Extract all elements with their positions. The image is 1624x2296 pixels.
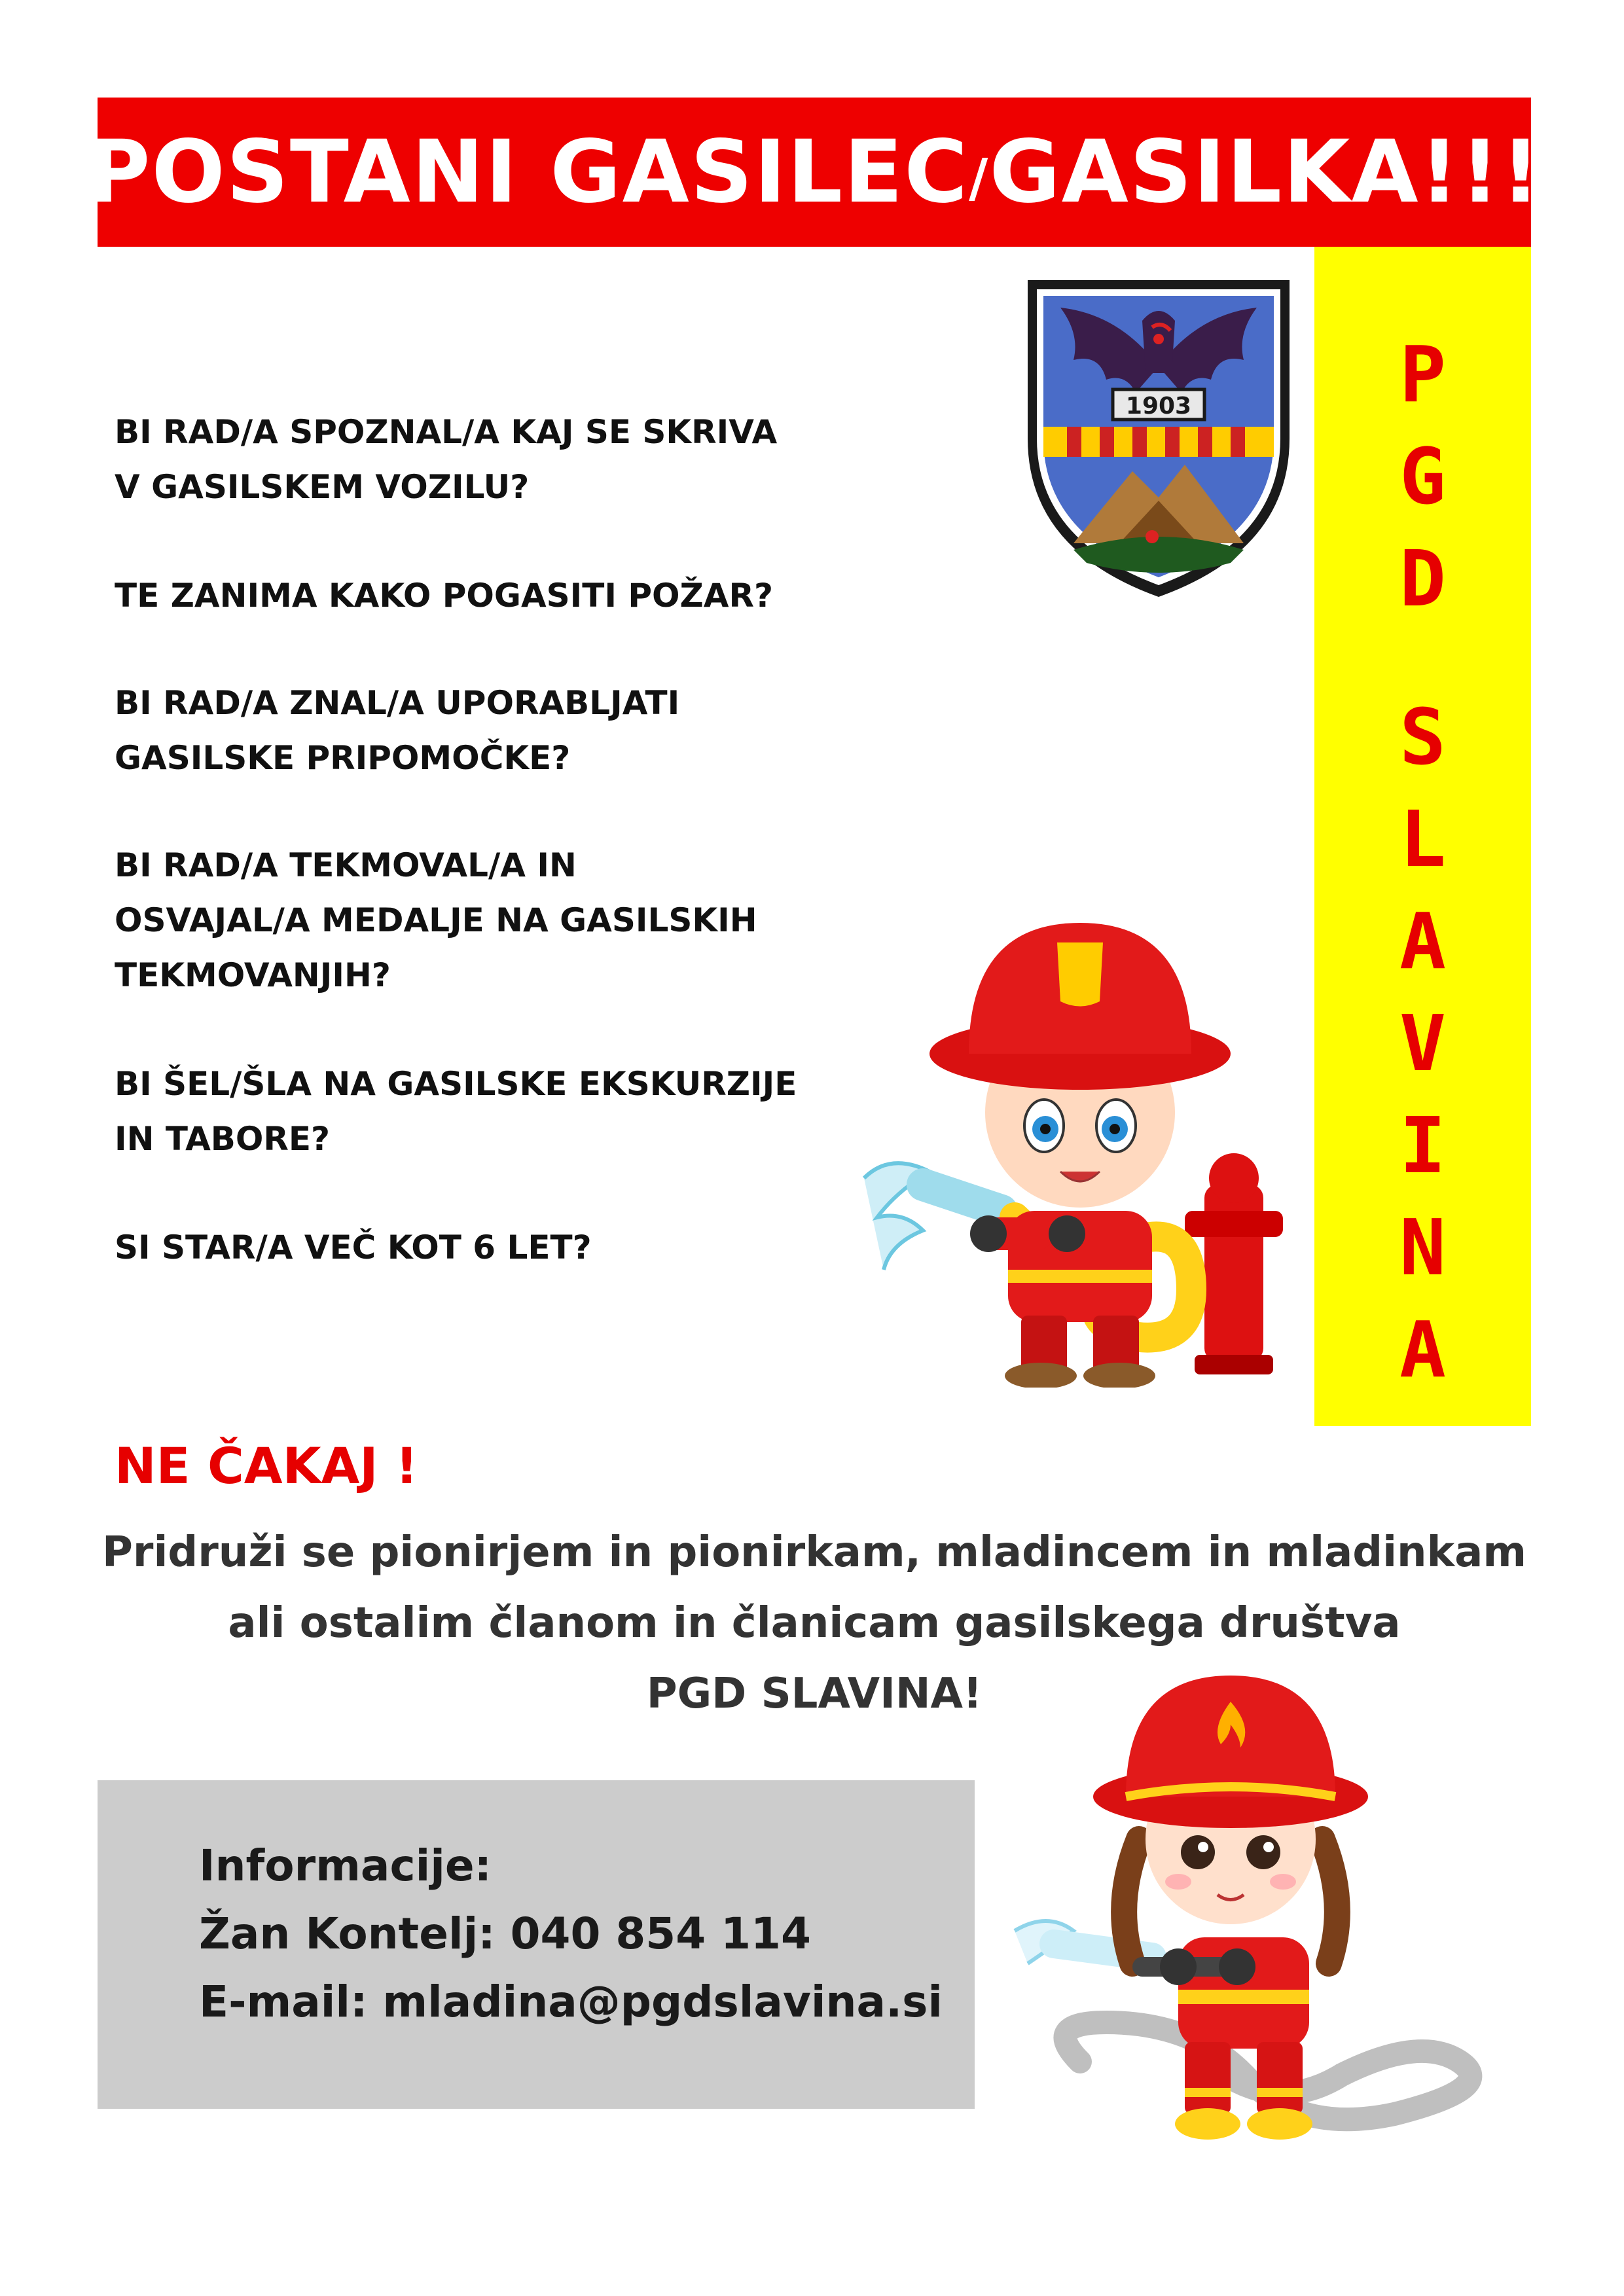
question-line: GASILSKE PRIPOMOČKE?: [115, 739, 571, 777]
side-letter: A: [1399, 1304, 1447, 1395]
info-heading: Informacije:: [199, 1840, 492, 1891]
info-box: [98, 1780, 975, 2109]
info-contact: Žan Kontelj: 040 854 114: [199, 1909, 811, 1959]
question-line: BI RAD/A TEKMOVAL/A IN: [115, 846, 577, 884]
cta-line: ali ostalim članom in članicam gasilskega društva: [228, 1599, 1401, 1647]
cta-line: Pridruži se pionirjem in pionirkam, mladincem in mladinkam: [101, 1528, 1527, 1577]
question-line: BI RAD/A SPOZNAL/A KAJ SE SKRIVA: [115, 413, 778, 451]
question-line: TEKMOVANJIH?: [115, 956, 391, 994]
side-letter: S: [1399, 692, 1447, 782]
info-email[interactable]: E-mail: mladina@pgdslavina.si: [199, 1977, 943, 2027]
question-line: TE ZANIMA KAKO POGASITI POŽAR?: [115, 577, 774, 615]
side-letter: L: [1399, 794, 1447, 884]
call-to-action-headline: NE ČAKAJ !: [115, 1437, 418, 1495]
boy-firefighter-illustration: [851, 903, 1309, 1388]
title-banner: [86, 98, 1542, 247]
side-letter: G: [1399, 431, 1447, 522]
side-letter: D: [1399, 533, 1447, 624]
page-title: [87, 122, 1542, 223]
question-line: BI ŠEL/ŠLA NA GASILSKE EKSKURZIJE: [115, 1065, 797, 1103]
crest-year: 1903: [1125, 393, 1192, 420]
question-line: IN TABORE?: [115, 1120, 331, 1158]
title-part-1: POSTANI GASILEC: [86, 122, 969, 223]
title-part-2: GASILKA!!!: [989, 122, 1542, 223]
side-letter: I: [1399, 1100, 1447, 1191]
side-strip: [1314, 247, 1531, 1426]
girl-firefighter-illustration: [1001, 1656, 1512, 2153]
question-line: BI RAD/A ZNAL/A UPORABLJATI: [115, 684, 680, 722]
side-letter: N: [1399, 1202, 1447, 1293]
title-slash: /: [969, 147, 990, 209]
coat-of-arms-icon: [1021, 275, 1296, 602]
cta-line: PGD SLAVINA!: [646, 1670, 983, 1718]
side-letter: P: [1399, 329, 1447, 420]
question-line: V GASILSKEM VOZILU?: [115, 468, 530, 506]
side-letter: A: [1399, 896, 1447, 986]
question-line: SI STAR/A VEČ KOT 6 LET?: [115, 1229, 592, 1266]
side-letter: V: [1399, 998, 1447, 1088]
question-line: OSVAJAL/A MEDALJE NA GASILSKIH: [115, 901, 757, 939]
